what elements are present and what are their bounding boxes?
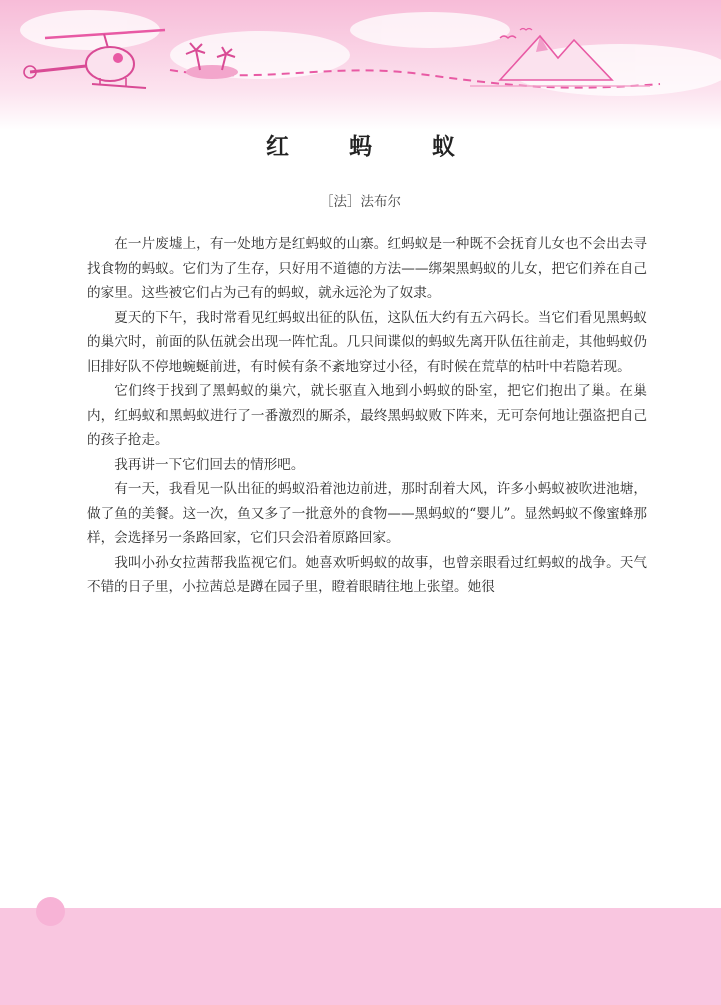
footer-band xyxy=(0,908,721,1005)
header-decoration xyxy=(0,0,721,130)
paragraph: 有一天，我看见一队出征的蚂蚁沿着池边前进，那时刮着大风，许多小蚂蚁被吹进池塘，做了鱼的美餐。这一次，鱼又多了一批意外的食物——黑蚂蚁的“婴儿”。显然蚂蚁不像蜜蜂那样，会选择另一条路回家，它们只会沿着原路回家。 xyxy=(87,481,647,546)
paragraph: 我再讲一下它们回去的情形吧。 xyxy=(114,456,305,473)
page-marker-circle xyxy=(36,897,65,926)
article-body xyxy=(87,232,647,600)
paragraph: 它们终于找到了黑蚂蚁的巢穴，就长驱直入地到小蚂蚁的卧室，把它们抱出了巢。在巢内，红蚂蚁和黑蚂蚁进行了一番激烈的厮杀，最终黑蚂蚁败下阵来，无可奈何地让强盗把自己的孩子抢走。 xyxy=(87,383,647,448)
paragraph: 夏天的下午，我时常看见红蚂蚁出征的队伍，这队伍大约有五六码长。当它们看见黑蚂蚁的巢穴时，前面的队伍就会出现一阵忙乱。几只间谍似的蚂蚁先离开队伍往前走，其他蚂蚁仍旧排好队不停地蜿蜒前进，有时候有条不紊地穿过小径，有时候在荒草的枯叶中若隐若现。 xyxy=(87,309,647,375)
page-title: 红 蚂 蚁 xyxy=(265,133,481,160)
paragraph: 在一片废墟上，有一处地方是红蚂蚁的山寨。红蚂蚁是一种既不会抚育儿女也不会出去寻找食物的蚂蚁。它们为了生存，只好用不道德的方法——绑架黑蚂蚁的儿女，把它们养在自己的家里。这些被它们占为己有的蚂蚁，就永远沦为了奴隶。 xyxy=(87,236,647,301)
author-line: ［法］法布尔 xyxy=(320,194,401,210)
paragraph: 我叫小孙女拉茜帮我监视它们。她喜欢听蚂蚁的故事，也曾亲眼看过红蚂蚁的战争。天气不错的日子里，小拉茜总是蹲在园子里，瞪着眼睛往地上张望。她很 xyxy=(87,554,647,595)
